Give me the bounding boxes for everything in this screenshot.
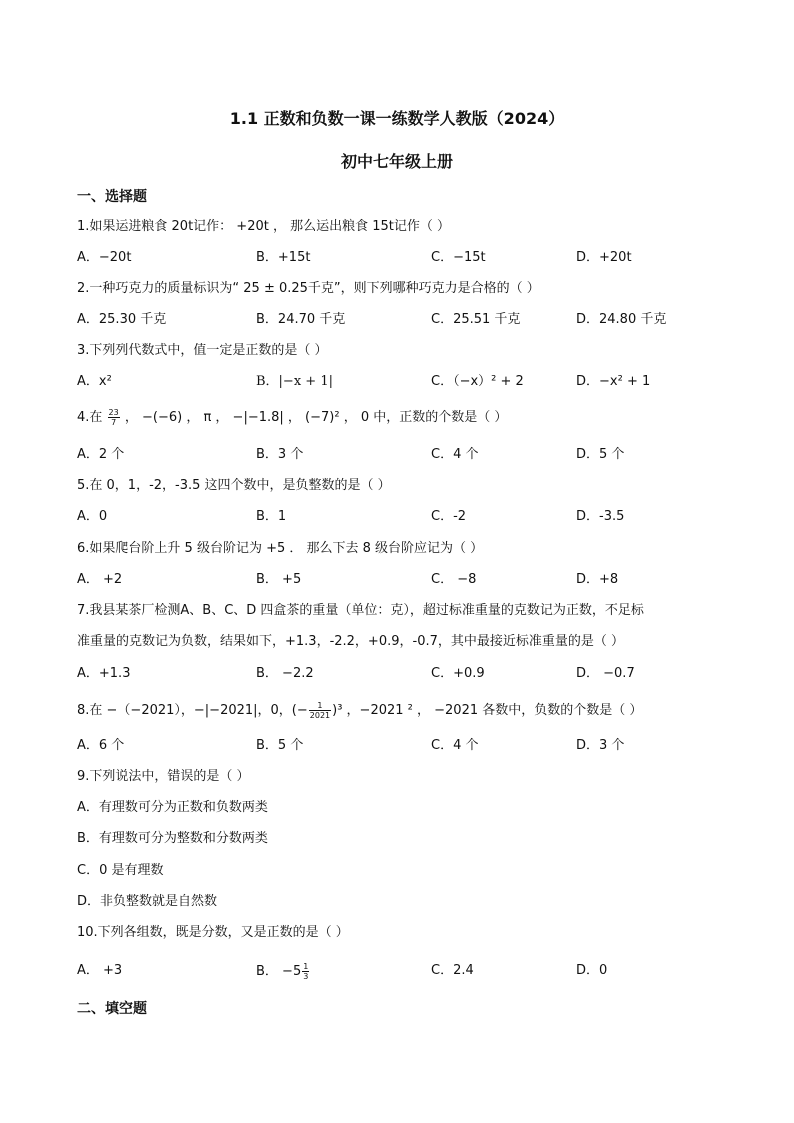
q3-option-b: B．|−x + 1| <box>256 374 333 389</box>
q8-fraction <box>309 701 331 720</box>
question-6-options <box>0 571 794 589</box>
q4-option-b: B．3 个 <box>256 447 304 462</box>
q6-option-a: A． +2 <box>77 572 123 587</box>
q10-option-d: D．0 <box>576 963 608 978</box>
q1-option-d: D．+20t <box>576 250 632 265</box>
q5-option-a: A．0 <box>77 509 108 524</box>
q4-option-a: A．2 个 <box>77 447 125 462</box>
q8-stem-prefix: 8.在 −（−2021），−|−2021|，0，(− <box>77 703 308 718</box>
question-8-options <box>0 737 794 755</box>
question-7-stem-line-1: 7.我县某茶厂检测A、B、C、D 四盒茶的重量（单位：克），超过标准重量的克数记为正数，不足标 <box>77 603 644 618</box>
q10-option-b-denominator: 3 <box>303 972 309 981</box>
q10-option-b-whole: B． −5 <box>256 964 302 979</box>
q8-option-b: B．5 个 <box>256 738 304 753</box>
document-title: 1.1 正数和负数一课一练数学人教版（2024） <box>229 109 565 128</box>
question-5-options <box>0 508 794 526</box>
q9-option-a: A．有理数可分为正数和负数两类 <box>77 800 268 815</box>
q8-option-d: D．3 个 <box>576 738 625 753</box>
question-9-stem: 9.下列说法中，错误的是（ ） <box>77 769 250 784</box>
q7-option-c: C．+0.9 <box>431 666 485 681</box>
q6-option-d: D．+8 <box>576 572 619 587</box>
q10-option-a: A． +3 <box>77 963 123 978</box>
q7-option-b: B． −2.2 <box>256 666 314 681</box>
question-10-stem: 10.下列各组数，既是分数，又是正数的是（ ） <box>77 925 349 940</box>
q6-option-c: C． −8 <box>431 572 477 587</box>
q3-option-a: A．x² <box>77 374 112 389</box>
question-3-stem: 3.下列列代数式中，值一定是正数的是（ ） <box>77 343 328 358</box>
q1-option-b: B．+15t <box>256 250 311 265</box>
document-subtitle: 初中七年级上册 <box>340 152 453 171</box>
q9-option-b: B．有理数可分为整数和分数两类 <box>77 831 268 846</box>
q4-option-d: D．5 个 <box>576 447 625 462</box>
q7-option-d: D． −0.7 <box>576 666 635 681</box>
q7-option-a: A．+1.3 <box>77 666 131 681</box>
question-10-options <box>0 962 794 980</box>
section-heading-choice: 一、选择题 <box>77 189 147 205</box>
q3-option-d: D．−x² + 1 <box>576 374 651 389</box>
question-8-stem <box>77 701 642 720</box>
question-6-stem: 6.如果爬台阶上升 5 级台阶记为 +5 ． 那么下去 8 级台阶应记为（ ） <box>77 541 484 556</box>
question-4-stem <box>77 408 507 427</box>
q8-fraction-numerator: 1 <box>309 701 331 711</box>
q10-option-b-fraction <box>302 962 309 981</box>
question-4-options <box>0 446 794 464</box>
question-7-options <box>0 665 794 683</box>
q5-option-d: D．-3.5 <box>576 509 625 524</box>
q9-option-d: D．非负整数就是自然数 <box>77 894 218 909</box>
q2-option-c: C．25.51 千克 <box>431 312 521 327</box>
section-heading-fill: 二、填空题 <box>77 1001 147 1017</box>
q8-fraction-denominator: 2021 <box>309 711 331 720</box>
q5-option-c: C．-2 <box>431 509 467 524</box>
question-1-stem: 1.如果运进粮食 20t记作： +20t ， 那么运出粮食 15t记作（ ） <box>77 219 451 234</box>
question-2-options <box>0 311 794 329</box>
q4-stem-suffix: ， −(−6) ， π ， −|−1.8| ， (−7)² ， 0 中，正数的个数是（ ） <box>120 410 508 425</box>
q2-option-b: B．24.70 千克 <box>256 312 346 327</box>
q8-option-a: A．6 个 <box>77 738 125 753</box>
q9-option-c: C．0 是有理数 <box>77 863 164 878</box>
q5-option-b: B．1 <box>256 509 287 524</box>
question-2-stem: 2.一种巧克力的质量标识为“ 25 ± 0.25千克”，则下列哪种巧克力是合格的（ ） <box>77 281 540 296</box>
q2-option-d: D．24.80 千克 <box>576 312 667 327</box>
q10-option-b <box>256 962 310 981</box>
q2-option-a: A．25.30 千克 <box>77 312 167 327</box>
q4-fraction <box>108 408 120 427</box>
q3-option-c: C．（−x）² + 2 <box>431 374 524 389</box>
q4-fraction-numerator: 23 <box>108 408 119 417</box>
question-5-stem: 5.在 0，1，-2，-3.5 这四个数中，是负整数的是（ ） <box>77 478 391 493</box>
q10-option-b-numerator: 1 <box>303 962 309 971</box>
q1-option-a: A．−20t <box>77 250 132 265</box>
q4-stem-prefix: 4.在 <box>77 410 107 425</box>
q4-fraction-denominator: 7 <box>111 418 117 427</box>
q8-stem-suffix: )³ ，−2021 ² ， −2021 各数中，负数的个数是（ ） <box>332 703 643 718</box>
question-7-stem-line-2: 准重量的克数记为负数，结果如下，+1.3，-2.2，+0.9，-0.7，其中最接近标准重量的是（ ） <box>77 634 624 649</box>
q1-option-c: C．−15t <box>431 250 486 265</box>
q8-option-c: C．4 个 <box>431 738 479 753</box>
q10-option-c: C．2.4 <box>431 963 474 978</box>
q4-option-c: C．4 个 <box>431 447 479 462</box>
q6-option-b: B． +5 <box>256 572 302 587</box>
question-3-options <box>0 373 794 391</box>
question-1-options <box>0 249 794 267</box>
